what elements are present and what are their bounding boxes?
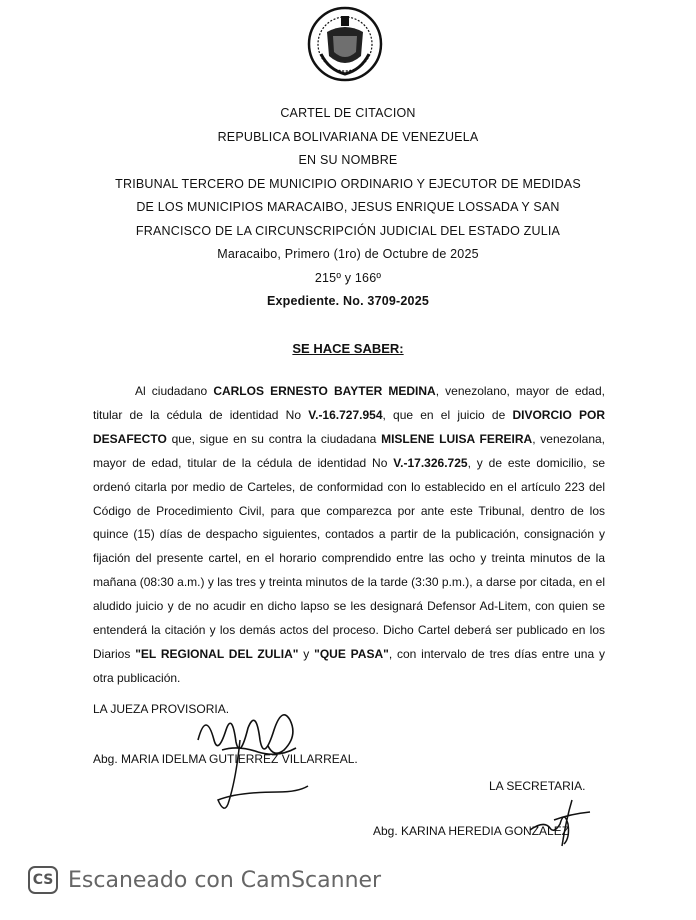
plaintiff-name: MISLENE LUISA FEREIRA (381, 431, 533, 446)
secretary-name: Abg. KARINA HEREDIA GONZALEZ (373, 824, 570, 838)
body-text-segment: , venezolana, mayor de edad, titular de la cédula de identidad No (93, 431, 606, 470)
expediente-number: Expediente. No. 3709-2025 (266, 294, 430, 308)
case-type: DIVORCIO POR DESAFECTO (93, 407, 605, 446)
years-line: 215º y 166º (314, 270, 382, 285)
document-title: CARTEL DE CITACION (280, 106, 416, 120)
body-text-segment: , y de este domicilio, se ordenó citarla por medio de Carteles, de conformidad con lo establecido en el artículo 223 del Código de Procedimiento Civil, para que comparezca por ante este Tribunal, dentro de los quince (15) días de despacho siguientes, contados a partir de la publicación, consignación y fijación del presente cartel, en el horario comprendido entre las ocho y treinta minutos de la mañana (08:30 a.m.) y las tres y treinta minutos de la tarde (3:30 p.m.), a darse por citada, en el aludido juicio y de no acudir en dicho lapso se les designará Defensor Ad-Litem, con quien se entenderá la citación y los demás actos del proceso. Dicho Cartel deberá ser publicado en los Diarios (93, 455, 605, 661)
scanner-watermark-text: Escaneado con CamScanner (68, 867, 382, 893)
judge-title: LA JUEZA PROVISORIA. (93, 702, 230, 716)
scanner-watermark (28, 866, 381, 894)
defendant-name: CARLOS ERNESTO BAYTER MEDINA (213, 384, 436, 398)
body-text-segment: , que en el juicio de (382, 407, 513, 422)
plaintiff-id: V.-17.326.725 (393, 455, 468, 470)
judge-name: Abg. MARIA IDELMA GUTIERREZ VILLARREAL. (93, 752, 358, 766)
notice-paragraph (93, 380, 605, 691)
body-text-segment: que, sigue en su contra la ciudadana (166, 431, 382, 446)
body-text-segment: , venezolano, mayor de edad, titular de la cédula de identidad No (93, 384, 605, 422)
tribunal-line-3: FRANCISCO DE LA CIRCUNSCRIPCIÓN JUDICIAL DEL ESTADO ZULIA (135, 223, 561, 238)
republic-line: REPUBLICA BOLIVARIANA DE VENEZUELA (217, 129, 479, 144)
en-su-nombre-line: EN SU NOMBRE (298, 153, 398, 167)
newspaper-2: "QUE PASA" (314, 646, 389, 661)
newspaper-1: "EL REGIONAL DEL ZULIA" (135, 646, 299, 661)
place-date: Maracaibo, Primero (1ro) de Octubre de 2025 (217, 247, 479, 261)
coat-of-arms-seal (307, 4, 383, 84)
notice-heading: SE HACE SABER: (292, 341, 404, 356)
secretary-title: LA SECRETARIA. (489, 779, 586, 793)
body-text-segment: Al ciudadano (135, 384, 214, 398)
body-text-segment: y (298, 646, 315, 661)
defendant-id: V.-16.727.954 (308, 407, 383, 422)
camscanner-logo-icon: CS (28, 866, 58, 894)
document-header (40, 102, 656, 314)
notice-body (93, 380, 605, 691)
secretary-signature (520, 790, 600, 850)
body-text-segment: , con intervalo de tres días entre una y otra publicación. (93, 646, 605, 685)
tribunal-line-1: TRIBUNAL TERCERO DE MUNICIPIO ORDINARIO Y EJECUTOR DE MEDIDAS (115, 176, 581, 191)
tribunal-line-2: DE LOS MUNICIPIOS MARACAIBO, JESUS ENRIQUE LOSSADA Y SAN (136, 200, 560, 214)
